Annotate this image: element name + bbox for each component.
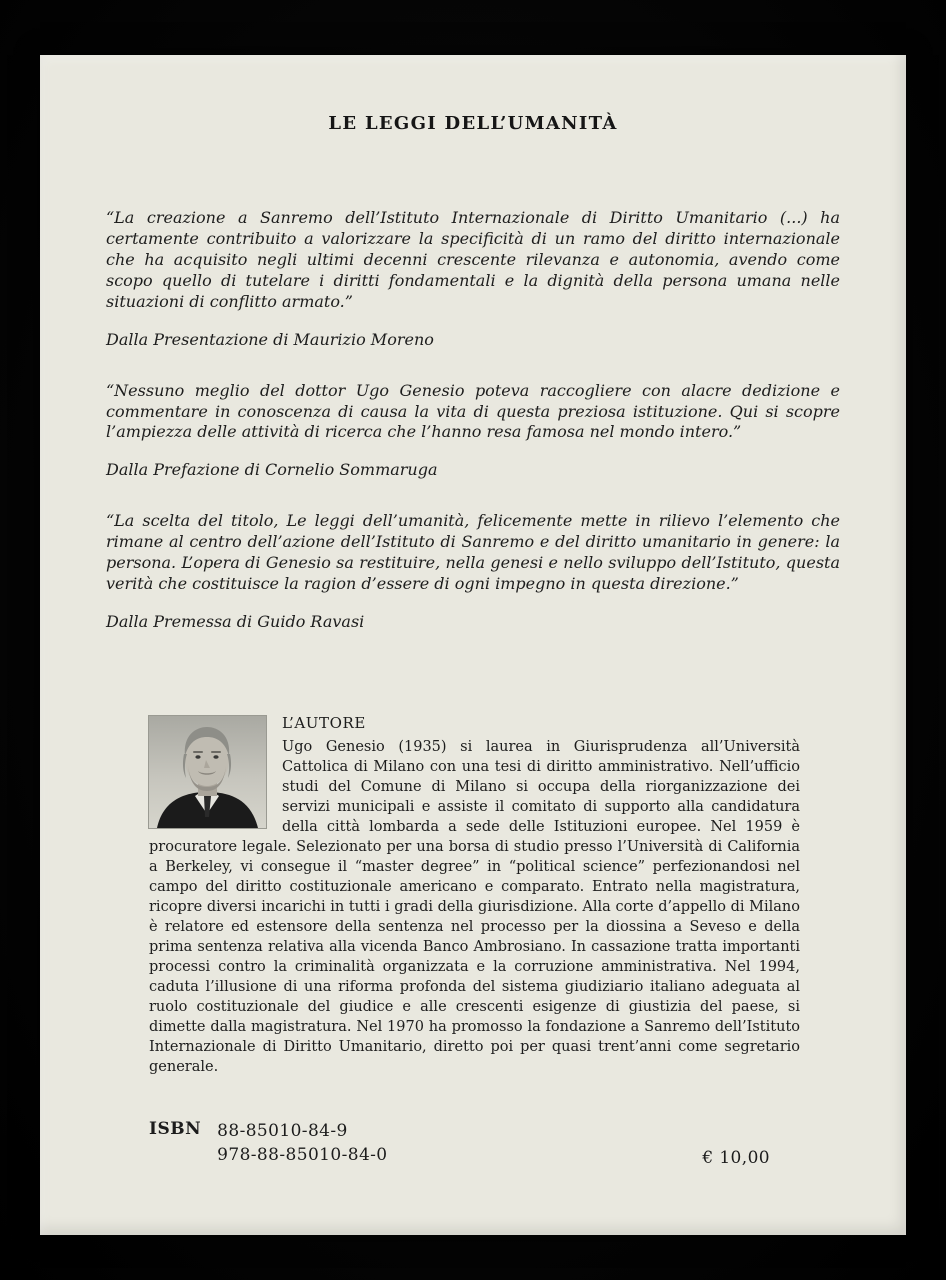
isbn-block [149,1119,388,1168]
quote-block-prefazione [106,381,840,482]
quote-text: “Nessuno meglio del dottor Ugo Genesio poteva raccogliere con alacre dedizione e commentare in conoscenza di causa la vita di questa preziosa istituzione. Qui si scopre l’ampiezza delle attività di ricerca che l’hanno resa famosa nel mondo intero.” [106,380,840,442]
author-heading: L’AUTORE [282,713,366,732]
price: € 10,00 [702,1147,770,1168]
author-bio: Ugo Genesio (1935) si laurea in Giurisprudenza all’Università Cattolica di Milano con una tesi di diritto amministrativo. Nell’ufficio studi del Comune di Milano si occupa della riorganizzazione dei servizi municipali e assiste il comitato di supporto alla candidatura della città lombarda a sede delle Istituzioni europee. Nel 1959 è procuratore legale. Selezionato per una borsa di studio presso l’Università di California a Berkeley, vi consegue il “master degree” in “political science” perfezionandosi nel campo del diritto costituzionale americano e comparato. Entrato nella magistratura, ricopre diversi incarichi in tutti i gradi della giurisdizione. Alla corte d’appello di Milano è relatore ed estensore della sentenza nel processo per la diossina a Seveso e della prima sentenza relativa alla vicenda Banco Ambrosiano. In cassazione tratta importanti processi contro la criminalità organizzata e la corruzione amministrativa. Nel 1994, caduta l’illusione di una riforma profonda del sistema giudiziario italiano adeguata al ruolo costituzionale del giudice e alle crescenti esigenze di giustizia del paese, si dimette dalla magistratura. Nel 1970 ha promosso la fondazione a Sanremo dell’Istituto Internazionale di Diritto Umanitario, diretto poi per quasi trent’anni come segretario generale. [149,738,800,1075]
author-section [149,713,800,1077]
quote-attribution: Dalla Premessa di Guido Ravasi [106,612,365,632]
isbn-number-13: 978-88-85010-84-0 [217,1145,388,1166]
quote-text: “La scelta del titolo, Le leggi dell’umanità, felicemente mette in rilievo l’elemento che rimane al centro dell’azione dell’Istituto di Sanremo e del diritto umanitario in genere: la persona. L’opera di Genesio sa restituire, nella genesi e nello sviluppo dell’Istituto, questa verità che costituisce la ragion d’essere di ogni impegno in questa direzione.” [106,511,840,594]
quote-attribution: Dalla Presentazione di Maurizio Moreno [106,329,434,349]
isbn-label: ISBN [149,1118,202,1139]
portrait-illustration [149,716,266,828]
quote-text: “La creazione a Sanremo dell’Istituto Internazionale di Diritto Umanitario (...) ha certamente contribuito a valorizzare la specificità di un ramo del diritto internazionale che ha acquisito negli ultimi decenni crescente rilevanza e autonomia, avendo come scopo quello di tutelare i diritti fondamentali e la dignità della persona umana nelle situazioni di conflitto armato.” [106,208,840,311]
isbn-numbers [217,1119,387,1168]
book-back-cover [40,55,906,1235]
author-photo [149,716,266,828]
quote-block-presentazione [106,208,840,351]
isbn-number-10: 88-85010-84-9 [217,1120,348,1141]
quote-attribution: Dalla Prefazione di Cornelio Sommaruga [106,460,438,480]
book-title: LE LEGGI DELL’UMANITÀ [328,113,618,134]
footer [149,1119,800,1168]
quote-block-premessa [106,511,840,633]
